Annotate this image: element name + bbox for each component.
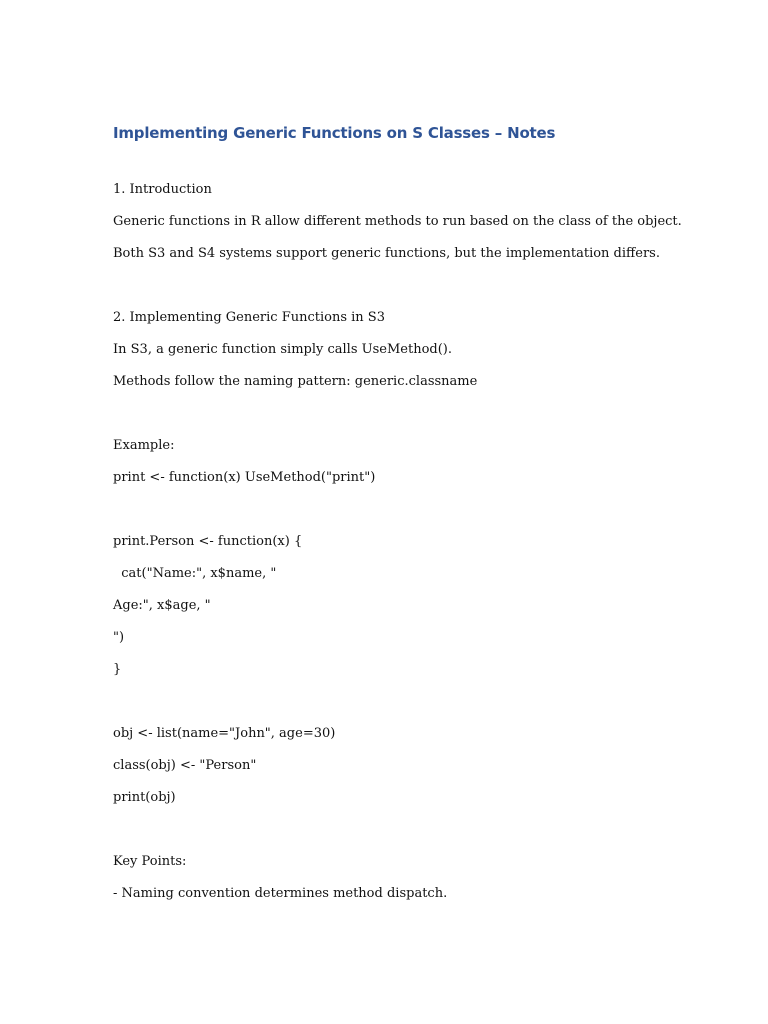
heading-s3: 2. Implementing Generic Functions in S3 — [113, 310, 385, 325]
bullet-point: - Naming convention determines method dispatch. — [113, 886, 448, 901]
code-line: obj <- list(name="John", age=30) — [113, 726, 336, 741]
document-title: Implementing Generic Functions on S Classes – Notes — [113, 124, 556, 142]
code-line: class(obj) <- "Person" — [113, 758, 257, 773]
code-line: } — [113, 662, 122, 677]
code-line: print.Person <- function(x) { — [113, 534, 303, 549]
paragraph-line: Methods follow the naming pattern: generic.classname — [113, 374, 478, 389]
code-line: print(obj) — [113, 790, 176, 805]
code-line: Age:", x$age, " — [113, 598, 211, 613]
paragraph-line: In S3, a generic function simply calls UseMethod(). — [113, 342, 452, 357]
key-points-label: Key Points: — [113, 854, 187, 869]
paragraph-line: Both S3 and S4 systems support generic functions, but the implementation differs. — [113, 246, 660, 261]
code-line: print <- function(x) UseMethod("print") — [113, 470, 376, 485]
code-line: ") — [113, 630, 125, 645]
code-line: cat("Name:", x$name, " — [113, 566, 277, 581]
paragraph-line: Generic functions in R allow different methods to run based on the class of the object. — [113, 214, 682, 229]
example-label: Example: — [113, 438, 175, 453]
heading-introduction: 1. Introduction — [113, 182, 212, 197]
